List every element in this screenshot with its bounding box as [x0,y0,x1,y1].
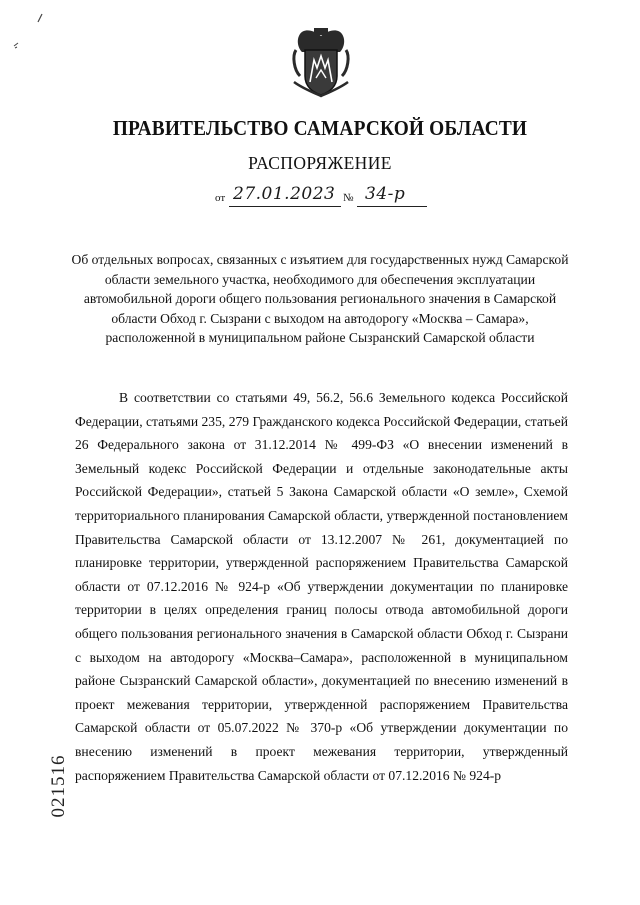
document-type: РАСПОРЯЖЕНИЕ [248,153,392,173]
number-prefix: № [343,192,354,204]
date-underline [229,206,341,207]
document-subject: Об отдельных вопросах, связанных с изъятием для государственных нужд Самарской области земельного участка, необходимого для обеспечения эксплуатации автомобильной дороги общего пользования регионального значения в Самарской области Обход г. Сызрани с выходом на автодорогу «Москва – Самара», расположенной в муниципальном районе Сызранский Самарской области [71,252,569,346]
coat-of-arms-icon [290,26,352,98]
number-underline [357,206,427,207]
number-value: 34-р [365,184,406,204]
side-stamp [44,745,68,830]
date-prefix: от [215,192,226,204]
organization-title: ПРАВИТЕЛЬСТВО САМАРСКОЙ ОБЛАСТИ [112,116,528,140]
date-number-line [215,186,455,212]
body-paragraph: В соответствии со статьями 49, 56.2, 56.6 Земельного кодекса Российской Федерации, статьями 235, 279 Гражданского кодекса Российской Федерации, статьей 26 Федерального закона от 31.12.2014 № 499-ФЗ «О внесении изменений в Земельный кодекс Российской Федерации и отдельные законодательные акты Российской Федерации», статьей 5 Закона Самарской области «О земле», Схемой территориального планирования Самарской области, утвержденной постановлением Правительства Самарской области от 13.12.2007 № 261, документацией по планировке территории, утвержденной распоряжением Правительства Самарской области от 07.12.2016 № 924-р «Об утверждении документации по планировке территории в целях определения границ полосы отвода автомобильной дороги общего пользования регионального значения в Самарской области Обход г. Сызрани с выходом на автодорогу «Москва–Самара», расположенной в муниципальном районе Сызранский Самарской области», документацией по внесению изменений в проект межевания территории, утвержденной распоряжением Правительства Самарской области от 05.07.2022 № 370-р «Об утверждении документации по внесению изменений в проект межевания территории, утвержденный распоряжением Правительства Самарской области от 07.12.2016 № 924-р [75,390,568,783]
side-stamp-number: 021516 [48,754,69,818]
scan-marks [8,10,48,50]
date-value: 27.01.2023 [233,184,336,204]
